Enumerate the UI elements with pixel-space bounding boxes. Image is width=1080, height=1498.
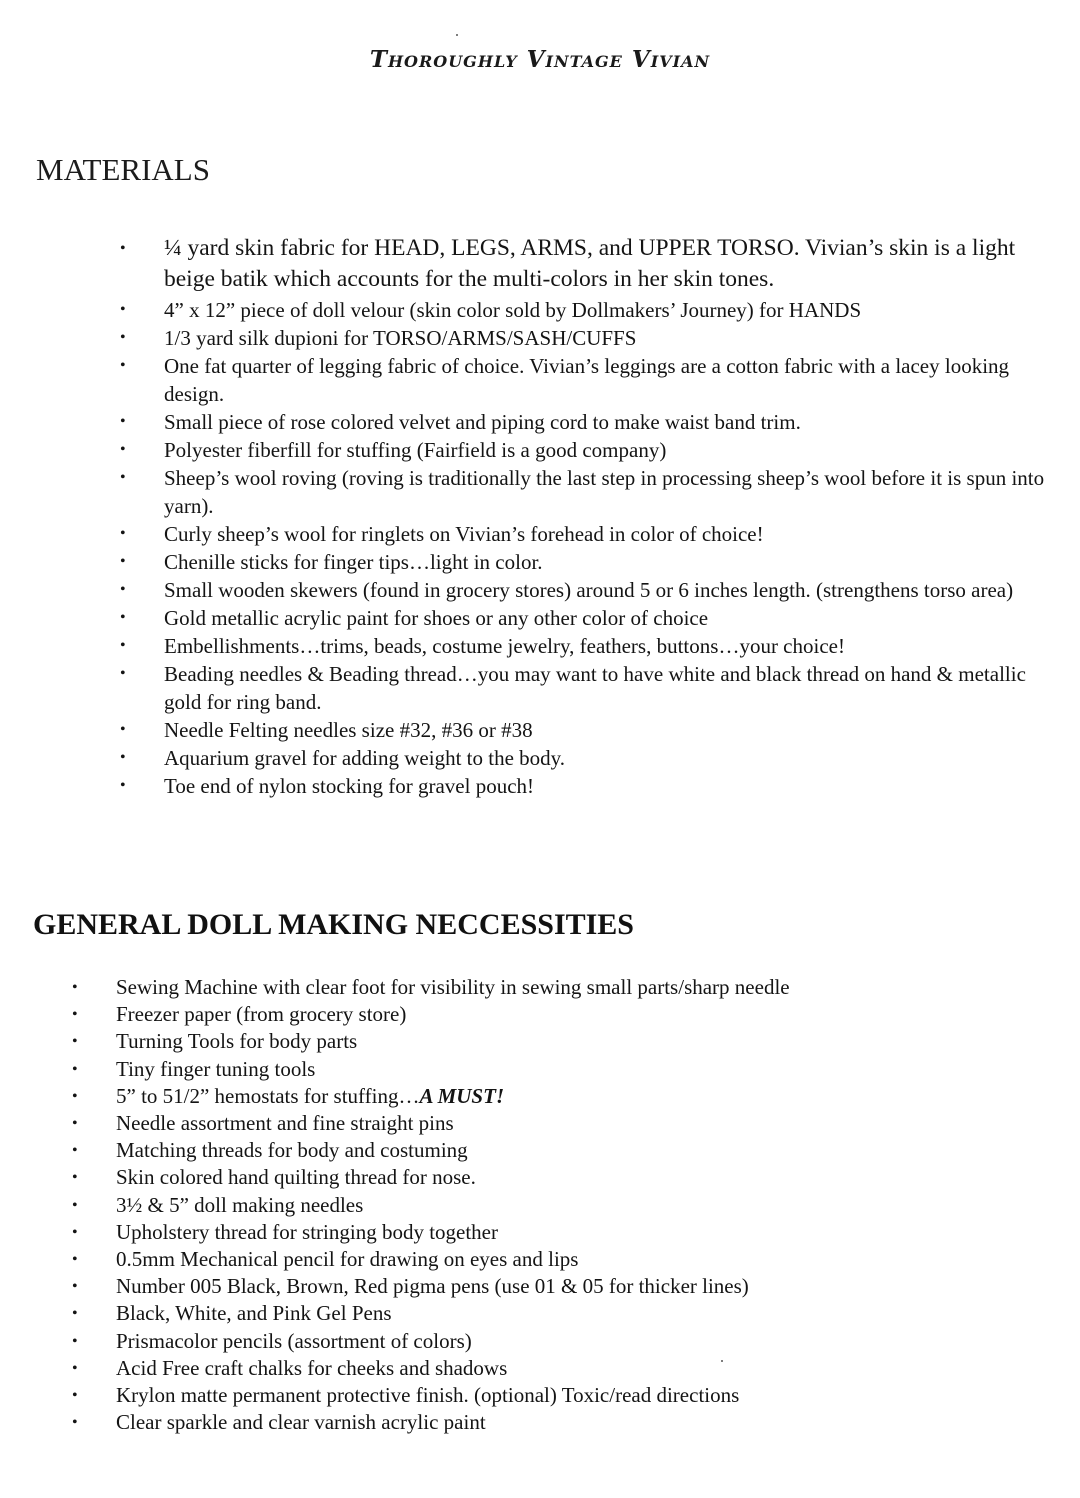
list-item-text: Curly sheep’s wool for ringlets on Vivian’s forehead in color of choice! — [164, 522, 764, 546]
list-item-text: Small piece of rose colored velvet and piping cord to make waist band trim. — [164, 410, 801, 434]
materials-list-item — [120, 716, 1050, 744]
materials-list-item — [120, 436, 1050, 464]
list-item-text: Prismacolor pencils (assortment of colors) — [116, 1328, 472, 1353]
list-item-text: ¼ yard skin fabric for HEAD, LEGS, ARMS, and UPPER TORSO. Vivian’s skin is a light beige batik which accounts for the multi-colors in her skin tones. — [164, 235, 1016, 292]
bullet-icon: • — [120, 301, 126, 318]
bullet-icon: • — [72, 1332, 78, 1350]
emphasis-text: A MUST! — [419, 1083, 505, 1108]
list-item-text: Turning Tools for body parts — [116, 1029, 358, 1054]
bullet-icon: • — [120, 581, 126, 598]
materials-list-item — [120, 296, 1050, 324]
materials-list-item — [120, 324, 1050, 352]
list-item-text: 1/3 yard silk dupioni for TORSO/ARMS/SASH/CUFFS — [164, 326, 637, 350]
general-list-item — [72, 1409, 1032, 1436]
general-list-item — [72, 1192, 1032, 1219]
list-item-text: Aquarium gravel for adding weight to the body. — [164, 746, 566, 770]
list-item-text: Embellishments…trims, beads, costume jewelry, feathers, buttons…your choice! — [164, 634, 845, 658]
materials-list-item — [120, 576, 1050, 604]
list-item-text: Freezer paper (from grocery store) — [116, 1002, 407, 1027]
general-list-item — [72, 1382, 1032, 1409]
materials-list-item — [120, 464, 1050, 520]
bullet-icon: • — [120, 329, 126, 346]
general-list-item — [72, 1056, 1032, 1083]
materials-list-item — [120, 233, 1050, 295]
general-list-item — [72, 1355, 1032, 1382]
list-item-text: Matching threads for body and costuming — [116, 1138, 468, 1163]
bullet-icon: • — [120, 525, 126, 542]
general-list-item — [72, 1273, 1032, 1300]
document-title: Thoroughly Vintage Vivian — [369, 46, 711, 73]
list-item-text: Chenille sticks for finger tips…light in color. — [164, 550, 543, 574]
general-list-item — [72, 1083, 1032, 1110]
general-list-item — [72, 1328, 1032, 1355]
list-item-text: Needle assortment and fine straight pins — [116, 1111, 454, 1136]
list-item-text: Krylon matte permanent protective finish. (optional) Toxic/read directions — [116, 1383, 740, 1408]
bullet-icon: • — [72, 1087, 78, 1105]
list-item-text: Black, White, and Pink Gel Pens — [116, 1301, 392, 1326]
list-item-text: One fat quarter of legging fabric of choice. Vivian’s leggings are a cotton fabric with a lacey looking design. — [164, 354, 1010, 406]
list-item-text: 4” x 12” piece of doll velour (skin color sold by Dollmakers’ Journey) for HANDS — [164, 298, 862, 322]
scan-speck — [456, 34, 458, 36]
bullet-icon: • — [120, 749, 126, 766]
materials-list-item — [120, 548, 1050, 576]
general-list-item — [72, 1001, 1032, 1028]
general-list-item — [72, 1028, 1032, 1055]
bullet-icon: • — [72, 1169, 78, 1187]
list-item-text: Toe end of nylon stocking for gravel pouch! — [164, 774, 535, 798]
list-item-text: 0.5mm Mechanical pencil for drawing on eyes and lips — [116, 1247, 579, 1272]
general-heading: GENERAL DOLL MAKING NECCESSITIES — [33, 908, 634, 941]
bullet-icon: • — [72, 1033, 78, 1051]
bullet-icon: • — [72, 1387, 78, 1405]
list-item-text: Sewing Machine with clear foot for visibility in sewing small parts/sharp needle — [116, 975, 790, 999]
list-item-text: Small wooden skewers (found in grocery stores) around 5 or 6 inches length. (strengthens torso area) — [164, 578, 1014, 602]
bullet-icon: • — [120, 637, 126, 654]
materials-list-item — [120, 408, 1050, 436]
general-list-item — [72, 1137, 1032, 1164]
bullet-icon: • — [120, 777, 126, 794]
bullet-icon: • — [72, 1414, 78, 1432]
list-item-text: 3½ & 5” doll making needles — [116, 1192, 364, 1217]
list-item-text: Upholstery thread for stringing body together — [116, 1219, 498, 1244]
list-item-text: Polyester fiberfill for stuffing (Fairfield is a good company) — [164, 438, 667, 462]
general-list-item — [72, 1110, 1032, 1137]
list-item-text: Tiny finger tuning tools — [116, 1056, 316, 1081]
materials-list-item — [120, 660, 1050, 716]
bullet-icon: • — [72, 1060, 78, 1078]
bullet-icon: • — [72, 979, 78, 996]
bullet-icon: • — [120, 413, 126, 430]
list-item-text: Clear sparkle and clear varnish acrylic paint — [116, 1410, 486, 1435]
bullet-icon: • — [72, 1359, 78, 1377]
general-list — [72, 974, 1032, 1436]
bullet-icon: • — [72, 1305, 78, 1323]
general-list-item — [72, 1219, 1032, 1246]
bullet-icon: • — [120, 469, 126, 486]
bullet-icon: • — [120, 609, 126, 626]
bullet-icon: • — [120, 553, 126, 570]
general-list-item — [72, 1246, 1032, 1273]
general-list-item — [72, 1300, 1032, 1327]
bullet-icon: • — [72, 1223, 78, 1241]
bullet-icon: • — [72, 1278, 78, 1296]
materials-list-item — [120, 352, 1050, 408]
list-item-text: Acid Free craft chalks for cheeks and shadows — [116, 1355, 508, 1380]
general-list-item — [72, 974, 1032, 1001]
list-item-text: 5” to 51/2” hemostats for stuffing… — [116, 1083, 420, 1108]
list-item-text: Beading needles & Beading thread…you may want to have white and black thread on hand & metallic gold for ring band. — [164, 662, 1026, 714]
bullet-icon: • — [120, 240, 126, 257]
materials-list-item — [120, 744, 1050, 772]
materials-list-item — [120, 772, 1050, 800]
materials-list-item — [120, 604, 1050, 632]
general-list-item — [72, 1164, 1032, 1191]
bullet-icon: • — [120, 441, 126, 458]
list-item-text: Skin colored hand quilting thread for nose. — [116, 1165, 476, 1190]
bullet-icon: • — [120, 357, 126, 374]
bullet-icon: • — [72, 1251, 78, 1269]
materials-list-item — [120, 632, 1050, 660]
materials-list-item — [120, 520, 1050, 548]
list-item-text: Sheep’s wool roving (roving is traditionally the last step in processing sheep’s wool before it is spun into yarn). — [164, 466, 1045, 518]
materials-heading: MATERIALS — [36, 152, 210, 187]
list-item-text: Needle Felting needles size #32, #36 or #38 — [164, 718, 533, 742]
bullet-icon: • — [72, 1115, 78, 1133]
bullet-icon: • — [72, 1142, 78, 1160]
bullet-icon: • — [120, 665, 126, 682]
list-item-text: Number 005 Black, Brown, Red pigma pens (use 01 & 05 for thicker lines) — [116, 1274, 749, 1299]
bullet-icon: • — [120, 721, 126, 738]
materials-list — [120, 233, 1050, 800]
list-item-text: Gold metallic acrylic paint for shoes or any other color of choice — [164, 606, 709, 630]
bullet-icon: • — [72, 1196, 78, 1214]
bullet-icon: • — [72, 1006, 78, 1024]
